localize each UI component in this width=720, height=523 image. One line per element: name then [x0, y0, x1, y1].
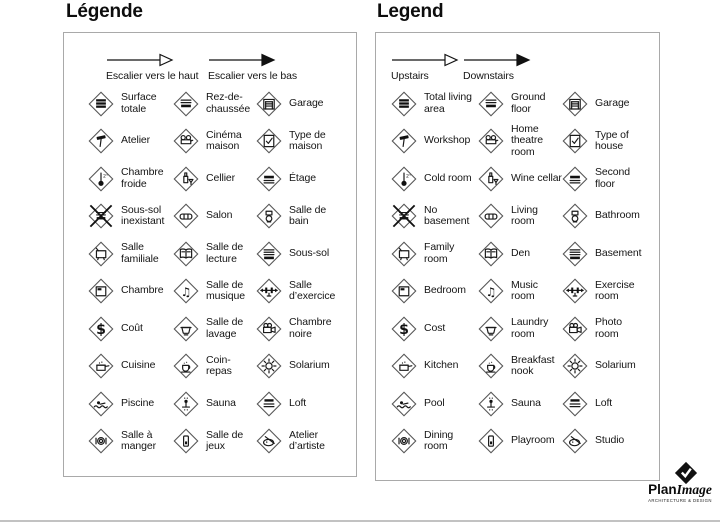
laundry-icon [173, 316, 199, 342]
stairs-up-arrow-group [391, 53, 459, 82]
legend-item-label: Solarium [595, 359, 636, 372]
stack-basement-icon [562, 241, 588, 267]
stairs-up-label: Upstairs [391, 70, 429, 82]
stack-ground-icon [173, 91, 199, 117]
legend-item-studio [256, 428, 338, 454]
loft-icon [256, 391, 282, 417]
legend-item-label: Bedroom [424, 284, 466, 297]
legend-item-swimmer [88, 391, 173, 417]
legend-item-music [478, 278, 562, 304]
tv-icon [391, 241, 417, 267]
logo-image-text: Image [676, 482, 712, 497]
stairs-down-arrow-icon [463, 53, 531, 67]
legend-item-sofa [478, 203, 562, 229]
legend-item-label: Salle de musique [206, 278, 245, 303]
legend-item-label: Wine cellar [511, 171, 562, 184]
legend-item-label: Salle familiale [121, 241, 159, 265]
studio-icon [562, 428, 588, 454]
legend-item-label: Exercise room [595, 278, 635, 303]
legend-item-label: Pool [424, 396, 445, 409]
legend-item-dollar [88, 316, 173, 342]
legend-item-label: Home theatre room [511, 122, 543, 159]
legend-item-label: Piscine [121, 396, 155, 409]
checklist-icon [562, 128, 588, 154]
legend-item-label: Cost [424, 321, 446, 334]
book-icon [173, 241, 199, 267]
coffee-icon [478, 353, 504, 379]
legend-item-label: Workshop [424, 134, 471, 147]
legend-item-no-basement [391, 203, 478, 229]
panel-title-french: Légende [66, 1, 143, 22]
legend-item-label: Coin-repas [206, 353, 232, 378]
no-basement-icon [391, 203, 417, 229]
stairs-down-arrow-group [208, 53, 297, 82]
checklist-icon [256, 128, 282, 154]
stairs-down-arrow-group [463, 53, 531, 82]
legend-item-stack-second [256, 166, 338, 192]
legend-item-laundry [173, 316, 256, 342]
legend-item-label: Rez-de-chaussée [206, 91, 251, 115]
legend-item-label: Dining room [424, 428, 454, 453]
legend-item-label: Coût [121, 321, 143, 334]
legend-item-projector [173, 128, 256, 154]
stack-ground-icon [478, 91, 504, 117]
music-icon [478, 278, 504, 304]
legend-item-dollar [391, 316, 478, 342]
legend-item-sun [256, 353, 338, 379]
hammer-icon [391, 128, 417, 154]
legend-item-book [173, 241, 256, 267]
dumbbell-icon [256, 278, 282, 304]
legend-item-label: Breakfast nook [511, 353, 555, 378]
legend-item-camera [256, 316, 338, 342]
dumbbell-icon [562, 278, 588, 304]
sun-icon [256, 353, 282, 379]
legend-item-label: Sauna [206, 396, 236, 409]
camera-icon [562, 316, 588, 342]
legend-item-label: Surface totale [121, 91, 157, 115]
legend-item-stack-basement [256, 241, 338, 267]
legend-item-stack-full [88, 91, 173, 117]
stairs-down-label: Escalier vers le bas [208, 70, 298, 82]
legend-item-pot [391, 353, 478, 379]
tv-icon [88, 241, 114, 267]
legend-grid-french [88, 85, 338, 460]
legend-item-coffee [478, 353, 562, 379]
legend-item-music [173, 278, 256, 304]
stack-full-icon [391, 91, 417, 117]
book-icon [478, 241, 504, 267]
legend-item-label: Atelier [121, 134, 151, 147]
stairs-up-label: Escalier vers le haut [106, 70, 199, 82]
legend-item-label: Sous-sol [289, 246, 330, 259]
legend-item-pot [88, 353, 173, 379]
stairs-up-arrow-icon [106, 53, 174, 67]
legend-item-camera [562, 316, 644, 342]
pot-icon [391, 353, 417, 379]
wine-icon [173, 166, 199, 192]
logo-plan-text: Plan [648, 482, 677, 497]
legend-item-bed [391, 278, 478, 304]
legend-item-thermometer [88, 166, 173, 192]
legend-item-label: Living room [511, 203, 538, 228]
legend-item-label: Sous-sol inexistant [121, 203, 165, 228]
garage-icon [562, 91, 588, 117]
stack-second-icon [562, 166, 588, 192]
legend-item-label: Sauna [511, 396, 541, 409]
legend-item-sofa [173, 203, 256, 229]
legend-item-laundry [478, 316, 562, 342]
legend-item-stack-ground [173, 91, 256, 117]
legend-item-dining [391, 428, 478, 454]
legend-item-bed [88, 278, 173, 304]
legend-item-label: Atelier d’artiste [289, 428, 325, 453]
swimmer-icon [391, 391, 417, 417]
coffee-icon [173, 353, 199, 379]
legend-item-dining [88, 428, 173, 454]
legend-item-label: Salle de jeux [206, 428, 244, 453]
legend-item-label: Loft [289, 396, 307, 409]
legend-item-loft [256, 391, 338, 417]
legend-item-label: Chambre [121, 284, 164, 297]
stack-full-icon [88, 91, 114, 117]
bed-icon [88, 278, 114, 304]
legend-item-label: Solarium [289, 359, 330, 372]
legend-item-label: Bathroom [595, 209, 640, 222]
legend-item-swimmer [391, 391, 478, 417]
panel-title-english: Legend [377, 1, 444, 22]
legend-item-hammer [88, 128, 173, 154]
page-bottom-rule [0, 520, 720, 522]
legend-item-playroom [173, 428, 256, 454]
music-icon [173, 278, 199, 304]
legend-item-label: Loft [595, 396, 613, 409]
legend-item-label: No basement [424, 203, 470, 228]
legend-item-stack-ground [478, 91, 562, 117]
legend-item-label: Chambre froide [121, 166, 164, 190]
sofa-icon [478, 203, 504, 229]
legend-item-thermometer [391, 166, 478, 192]
legend-item-label: Étage [289, 171, 316, 184]
legend-item-label: Salle de lavage [206, 316, 244, 340]
legend-item-label: Music room [511, 278, 538, 303]
legend-item-tv [391, 241, 478, 267]
legend-item-label: Total living area [424, 91, 472, 115]
legend-item-label: Cellier [206, 171, 236, 184]
legend-item-dumbbell [256, 278, 338, 304]
legend-item-label: Salle de lecture [206, 241, 244, 265]
legend-item-stack-second [562, 166, 644, 192]
toilet-icon [562, 203, 588, 229]
legend-item-label: Cold room [424, 171, 472, 184]
legend-item-checklist [562, 128, 644, 154]
legend-grid-english [391, 85, 644, 460]
legend-item-label: Salle de bain [289, 203, 327, 228]
projector-icon [173, 128, 199, 154]
sun-icon [562, 353, 588, 379]
legend-item-label: Garage [595, 96, 630, 109]
stack-second-icon [256, 166, 282, 192]
dining-icon [88, 428, 114, 454]
legend-item-playroom [478, 428, 562, 454]
legend-item-label: Studio [595, 434, 625, 447]
legend-item-label: Type de maison [289, 128, 326, 153]
legend-item-label: Salle d’exercice [289, 278, 336, 303]
stairs-down-label: Downstairs [463, 70, 514, 82]
playroom-icon [173, 428, 199, 454]
garage-icon [256, 91, 282, 117]
legend-item-stack-full [391, 91, 478, 117]
legend-item-loft [562, 391, 644, 417]
legend-item-stack-basement [562, 241, 644, 267]
legend-panel-english [375, 32, 660, 481]
legend-item-label: Chambre noire [289, 316, 332, 340]
loft-icon [562, 391, 588, 417]
logo-tagline: ARCHITECTURE & DESIGN [648, 497, 712, 503]
legend-item-book [478, 241, 562, 267]
dollar-icon [88, 316, 114, 342]
legend-item-label: Garage [289, 96, 324, 109]
legend-item-checklist [256, 128, 338, 154]
legend-item-label: Den [511, 246, 530, 259]
dollar-icon [391, 316, 417, 342]
legend-item-hammer [391, 128, 478, 154]
legend-item-label: Basement [595, 246, 642, 259]
legend-item-label: Salon [206, 209, 233, 222]
laundry-icon [478, 316, 504, 342]
legend-item-label: Type of house [595, 128, 629, 153]
camera-icon [256, 316, 282, 342]
legend-item-sauna [478, 391, 562, 417]
legend-item-label: Ground floor [511, 91, 546, 115]
legend-item-coffee [173, 353, 256, 379]
legend-item-dumbbell [562, 278, 644, 304]
legend-item-wine [478, 166, 562, 192]
stack-basement-icon [256, 241, 282, 267]
hammer-icon [88, 128, 114, 154]
legend-item-toilet [256, 203, 338, 229]
legend-panel-french [63, 32, 357, 477]
projector-icon [478, 128, 504, 154]
legend-item-wine [173, 166, 256, 192]
legend-item-sauna [173, 391, 256, 417]
legend-item-studio [562, 428, 644, 454]
dining-icon [391, 428, 417, 454]
wine-icon [478, 166, 504, 192]
legend-item-toilet [562, 203, 644, 229]
sauna-icon [173, 391, 199, 417]
studio-icon [256, 428, 282, 454]
legend-item-label: Second floor [595, 166, 631, 190]
playroom-icon [478, 428, 504, 454]
legend-item-garage [562, 91, 644, 117]
pot-icon [88, 353, 114, 379]
legend-item-label: Cuisine [121, 359, 156, 372]
stairs-up-arrow-icon [391, 53, 459, 67]
planimage-logo [646, 461, 714, 503]
swimmer-icon [88, 391, 114, 417]
legend-item-projector [478, 124, 562, 159]
legend-item-label: Family room [424, 241, 455, 265]
legend-item-sun [562, 353, 644, 379]
sofa-icon [173, 203, 199, 229]
legend-item-no-basement [88, 203, 173, 229]
toilet-icon [256, 203, 282, 229]
legend-item-garage [256, 91, 338, 117]
stairs-up-arrow-group [106, 53, 198, 82]
no-basement-icon [88, 203, 114, 229]
legend-item-label: Kitchen [424, 359, 459, 372]
legend-item-label: Salle à manger [121, 428, 157, 453]
legend-item-label: Photo room [595, 316, 622, 340]
legend-item-label: Laundry room [511, 316, 549, 340]
legend-item-label: Playroom [511, 434, 555, 447]
stairs-down-arrow-icon [208, 53, 276, 67]
legend-item-tv [88, 241, 173, 267]
sauna-icon [478, 391, 504, 417]
thermometer-icon [391, 166, 417, 192]
planimage-wordmark [646, 483, 714, 497]
bed-icon [391, 278, 417, 304]
legend-item-label: Cinéma maison [206, 128, 242, 153]
thermometer-icon [88, 166, 114, 192]
